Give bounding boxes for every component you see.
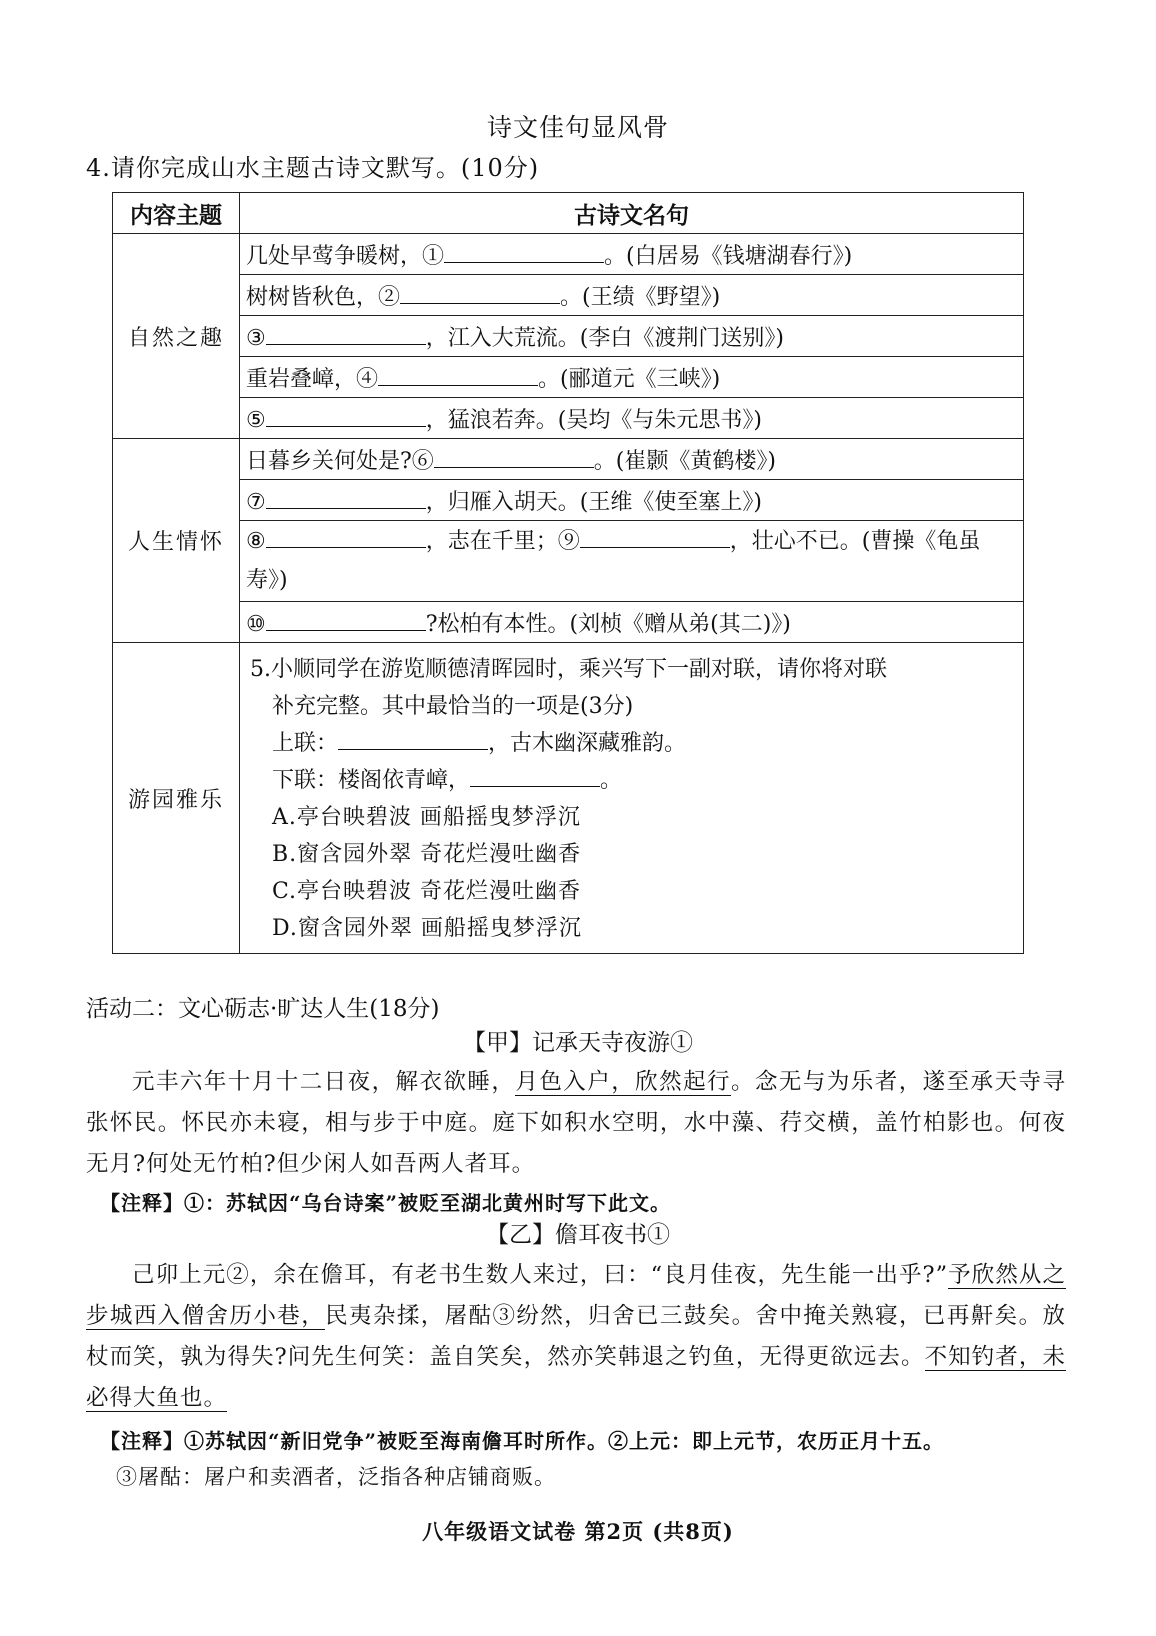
answer-blank-9[interactable] [580, 527, 730, 548]
yi-text-a: 己卯上元②，余在儋耳，有老书生数人来过，曰：“良月佳夜，先生能一出乎?” [132, 1262, 949, 1288]
line-text: 树树皆秋色，② [246, 284, 401, 310]
poem-line-6 [240, 439, 1024, 480]
answer-blank-5[interactable] [266, 406, 426, 427]
answer-blank-10[interactable] [266, 610, 426, 631]
table-row [113, 480, 1024, 521]
poem-line-5 [240, 398, 1024, 439]
passage-yi-note-1: 【注释】①苏轼因“新旧党争”被贬至海南儋耳时所作。②上元：即上元节，农历正月十五。 [100, 1429, 945, 1453]
answer-blank-2[interactable] [400, 283, 560, 304]
line-source: 。(白居易《钱塘湖春行》) [604, 243, 853, 269]
table-row [113, 602, 1024, 643]
poem-line-2 [240, 275, 1024, 316]
answer-blank-6[interactable] [434, 447, 594, 468]
line-text: ③ [246, 325, 266, 351]
poem-line-3 [240, 316, 1024, 357]
answer-blank-1[interactable] [444, 242, 604, 263]
yi-text-b: 民夷杂揉，屠酤③纷然，归舍已三鼓矣。舍中掩关熟寝，已再鼾矣。放杖而笑，孰为得失?问先生何笑：盖自笑矣，然亦笑韩退之钓鱼，无得更欲远去。 [86, 1303, 1066, 1370]
passage-yi-title: 【乙】儋耳夜书① [486, 1222, 670, 1248]
answer-blank-4[interactable] [378, 365, 538, 386]
option-b[interactable]: B.窗含园外翠 奇花烂漫吐幽香 [272, 842, 582, 867]
table-header-row [113, 193, 1024, 234]
question-5-cell [240, 643, 1024, 954]
line-text: ，志在千里；⑨ [425, 529, 580, 554]
line-text: 重岩叠嶂，④ [246, 366, 379, 392]
question-4-prompt: 4.请你完成山水主题古诗文默写。(10分) [86, 154, 540, 182]
poem-line-8 [240, 521, 1024, 602]
option-c[interactable]: C.亭台映碧波 奇花烂漫吐幽香 [272, 879, 582, 904]
upper-couplet-blank[interactable] [338, 729, 488, 750]
poem-line-4 [240, 357, 1024, 398]
line-source: ，归雁入胡天。(王维《使至塞上》) [425, 489, 762, 515]
lower-label: 下联：楼阁依青嶂， [272, 768, 471, 793]
table-row [113, 316, 1024, 357]
page-footer: 八年级语文试卷 第2页 (共8页) [422, 1519, 734, 1544]
activity-2-heading: 活动二：文心砺志·旷达人生(18分) [86, 996, 440, 1022]
line-text: ⑩ [246, 611, 266, 637]
table-row [113, 521, 1024, 602]
yi-underlined-2: 不知钓者，未必得大鱼也。 [86, 1344, 1066, 1411]
lower-text: 。 [600, 768, 623, 793]
jia-underlined: 月色入户，欣然起行 [515, 1069, 731, 1095]
theme-life: 人生情怀 [113, 439, 240, 643]
passage-yi-text [86, 1255, 1066, 1419]
header-lines: 古诗文名句 [240, 193, 1024, 234]
line-text: ⑦ [246, 489, 266, 515]
lower-couplet-blank[interactable] [470, 766, 600, 787]
table-row [113, 275, 1024, 316]
line-source: ?松柏有本性。(刘桢《赠从弟(其二)》) [425, 611, 791, 637]
poem-line-10 [240, 602, 1024, 643]
line-source: 。(王绩《野望》) [560, 284, 721, 310]
line-text: 几处早莺争暖树，① [246, 243, 445, 269]
table-row [113, 439, 1024, 480]
upper-text: ，古木幽深藏雅韵。 [488, 731, 687, 756]
passage-jia-text [86, 1062, 1066, 1185]
section-title: 诗文佳句显风骨 [486, 113, 669, 142]
passage-yi-note-2: ③屠酤：屠户和卖酒者，泛指各种店铺商贩。 [116, 1465, 556, 1489]
theme-nature: 自然之趣 [113, 234, 240, 439]
jia-text-a: 元丰六年十月十二日夜，解衣欲睡， [132, 1069, 516, 1095]
option-a[interactable]: A.亭台映碧波 画船摇曳梦浮沉 [272, 805, 581, 830]
jia-text-b: 。念无与为乐者，遂至承天寺寻张怀民。怀民亦未寝，相与步于中庭。庭下如积水空明，水中藻、荇交横，盖竹柏影也。何夜无月?何处无竹柏?但少闲人如吾两人者耳。 [86, 1069, 1066, 1177]
line-text: ⑧ [246, 529, 266, 554]
answer-blank-3[interactable] [266, 324, 426, 345]
upper-couplet [250, 725, 1015, 762]
line-source: 。(崔颢《黄鹤楼》) [593, 448, 776, 474]
poem-line-1 [240, 234, 1024, 275]
yi-underlined-1: 予欣然从之步城西入僧舍历小巷， [86, 1262, 1066, 1329]
answer-blank-8[interactable] [266, 527, 426, 548]
header-theme: 内容主题 [113, 193, 240, 234]
question-5-line1: 5.小顺同学在游览顺德清晖园时，乘兴写下一副对联，请你将对联 [250, 657, 887, 682]
poem-line-7 [240, 480, 1024, 521]
table-row [113, 398, 1024, 439]
passage-jia-title: 【甲】记承天寺夜游① [463, 1030, 693, 1056]
answer-blank-7[interactable] [266, 488, 426, 509]
question-5-line2: 补充完整。其中最恰当的一项是(3分) [272, 694, 634, 719]
table-row [113, 643, 1024, 954]
theme-garden: 游园雅乐 [113, 643, 240, 954]
passage-jia-note: 【注释】①：苏轼因“乌台诗案”被贬至湖北黄州时写下此文。 [100, 1191, 672, 1215]
lower-couplet [250, 762, 1015, 799]
table-row [113, 357, 1024, 398]
poem-dictation-table [112, 192, 1024, 954]
upper-label: 上联： [272, 731, 339, 756]
line-text: 日暮乡关何处是?⑥ [246, 448, 434, 474]
option-d[interactable]: D.窗含园外翠 画船摇曳梦浮沉 [272, 916, 582, 941]
table-row [113, 234, 1024, 275]
line-source: ，江入大荒流。(李白《渡荆门送别》) [425, 325, 784, 351]
line-source: 。(郦道元《三峡》) [538, 366, 721, 392]
line-source: ，猛浪若奔。(吴均《与朱元思书》) [425, 407, 762, 433]
line-text: ⑤ [246, 407, 266, 433]
line-source: ，壮心不已。(曹操《龟虽寿》) [246, 529, 981, 593]
